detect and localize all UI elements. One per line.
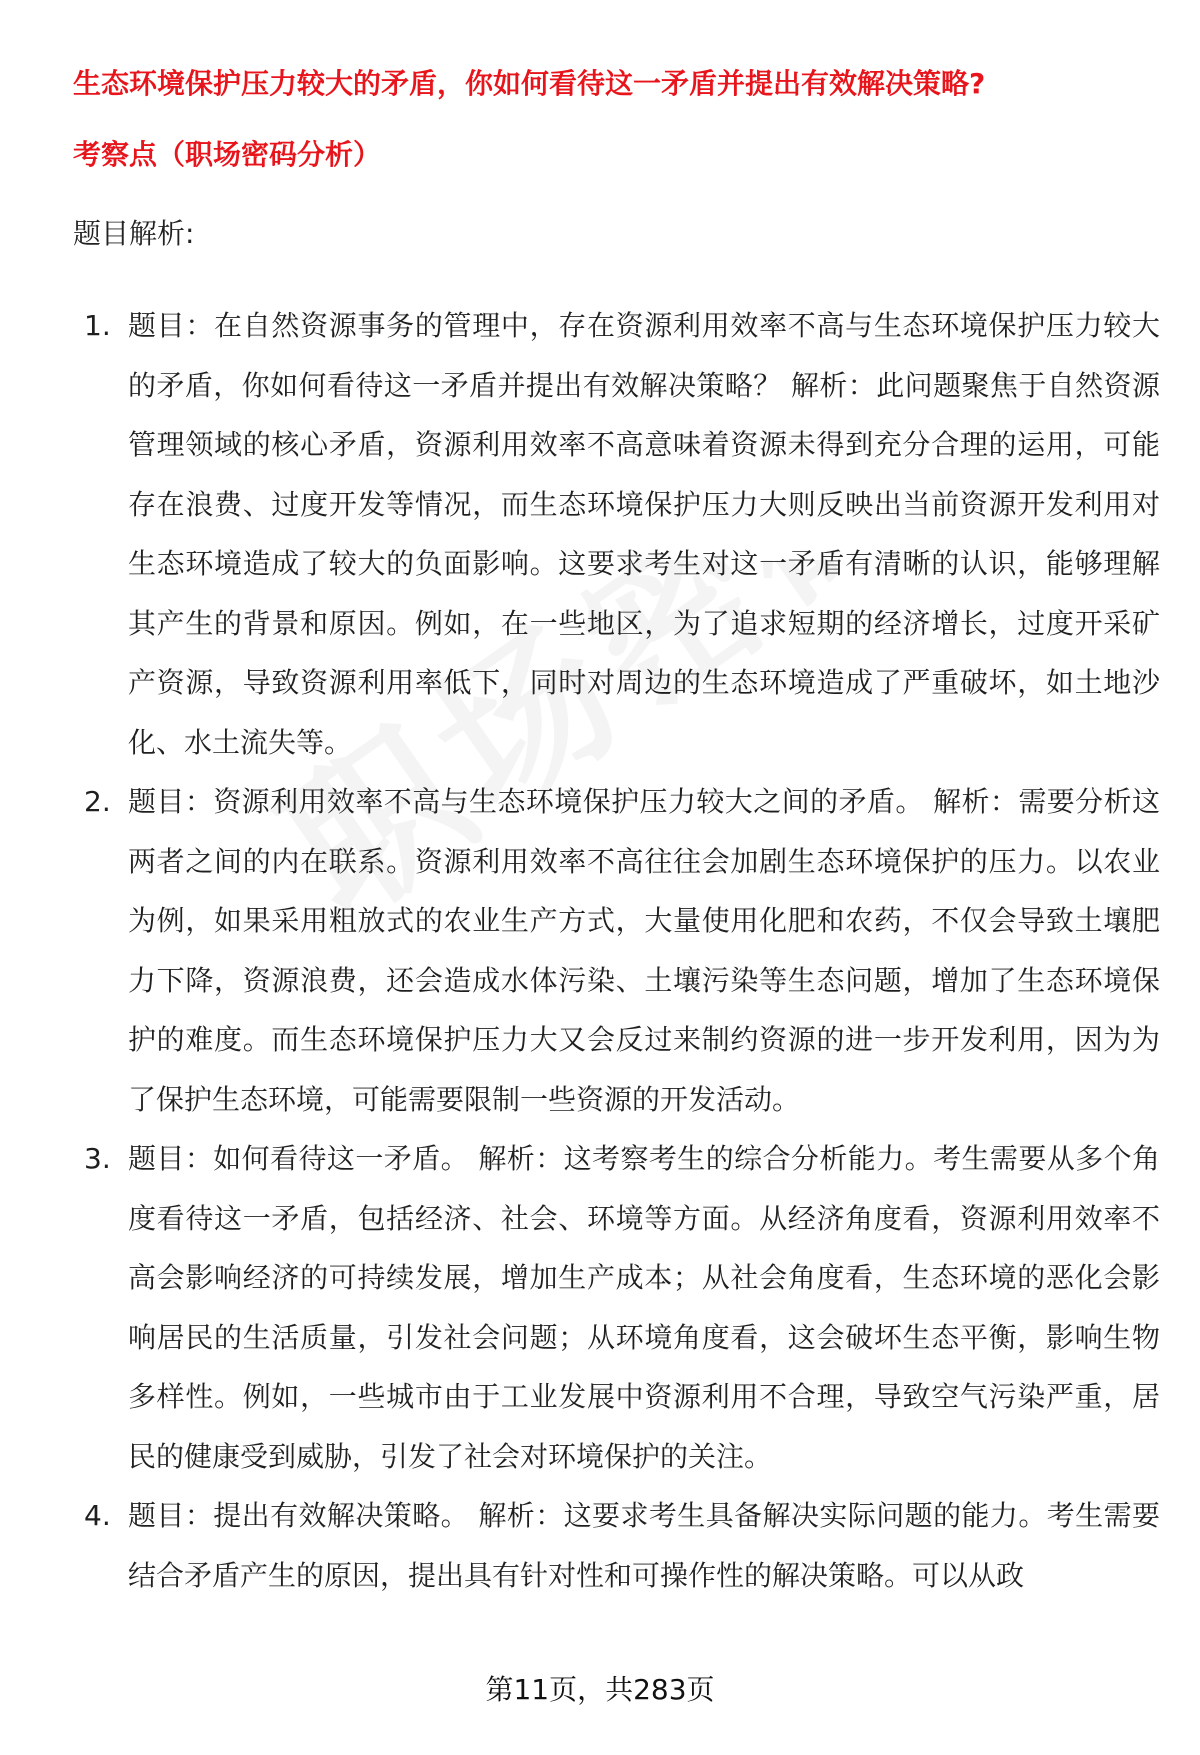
- exam-point-heading: 考察点（职场密码分析）: [73, 138, 382, 171]
- list-item-text: 题目：如何看待这一矛盾。 解析：这考察考生的综合分析能力。考生需要从多个角度看待这一矛盾，包括经济、社会、环境等方面。从经济角度看，资源利用效率不高会影响经济的可持续发展，增加生产成本；从社会角度看，生态环境的恶化会影响居民的生活质量，引发社会问题；从环境角度看，这会破坏生态平衡，影响生物多样性。例如，一些城市由于工业发展中资源利用不合理，导致空气污染严重，居民的健康受到威胁，引发了社会对环境保护的关注。: [128, 1142, 1160, 1473]
- list-item-text: 题目：在自然资源事务的管理中，存在资源利用效率不高与生态环境保护压力较大的矛盾，你如何看待这一矛盾并提出有效解决策略？ 解析：此问题聚焦于自然资源管理领域的核心矛盾，资源利用效率不高意味着资源未得到充分合理的运用，可能存在浪费、过度开发等情况，而生态环境保护压力大则反映出当前资源开发利用对生态环境造成了较大的负面影响。这要求考生对这一矛盾有清晰的认识，能够理解其产生的背景和原因。例如，在一些地区，为了追求短期的经济增长，过度开采矿产资源，导致资源利用率低下，同时对周边的生态环境造成了严重破坏，如土地沙化、水土流失等。: [128, 309, 1160, 759]
- question-title: 生态环境保护压力较大的矛盾，你如何看待这一矛盾并提出有效解决策略?: [73, 67, 986, 100]
- list-item-number: 3.: [84, 1142, 111, 1175]
- page-number: 第11页，共283页: [485, 1673, 715, 1706]
- list-item: [0, 1129, 1160, 1486]
- list-item-text: 题目：资源利用效率不高与生态环境保护压力较大之间的矛盾。 解析：需要分析这两者之间的内在联系。资源利用效率不高往往会加剧生态环境保护的压力。以农业为例，如果采用粗放式的农业生产方式，大量使用化肥和农药，不仅会导致土壤肥力下降，资源浪费，还会造成水体污染、土壤污染等生态问题，增加了生态环境保护的难度。而生态环境保护压力大又会反过来制约资源的进一步开发利用，因为为了保护生态环境，可能需要限制一些资源的开发活动。: [128, 785, 1160, 1116]
- list-item: [0, 1486, 1160, 1605]
- list-item-text: 题目：提出有效解决策略。 解析：这要求考生具备解决实际问题的能力。考生需要结合矛盾产生的原因，提出具有针对性和可操作性的解决策略。可以从政: [128, 1499, 1160, 1592]
- list-item: [0, 296, 1160, 772]
- list-item-number: 4.: [84, 1499, 111, 1532]
- section-label: 题目解析:: [73, 217, 195, 250]
- analysis-list: [0, 296, 1200, 1605]
- list-item: [0, 772, 1160, 1129]
- list-item-number: 1.: [84, 309, 111, 342]
- list-item-number: 2.: [84, 785, 111, 818]
